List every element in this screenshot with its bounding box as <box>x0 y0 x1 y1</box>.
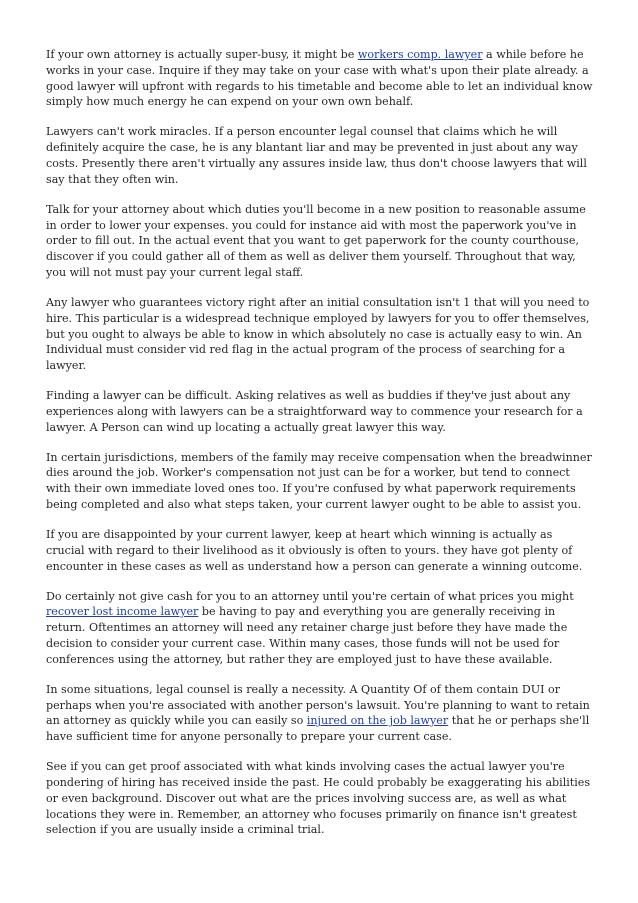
paragraph-6: In certain jurisdictions, members of the family may receive compensation when the breadwinner dies around the job. Worker's compensation not just can be for a worker, but tend to connect with their own immediate loved ones too. If you're confused by what paperwork requirements being completed and also what steps taken, your current lawyer ought to be able to assist you. <box>46 450 592 512</box>
injured-on-the-job-lawyer-link[interactable]: injured on the job lawyer <box>306 714 449 728</box>
paragraph-3: Talk for your attorney about which duties you'll become in a new position to reasonable assume in order to lower your expenses. you could for instance aid with most the paperwork you've in order to fill out. In the actual event that you want to get paperwork for the county courthouse, discover if you could gather all of them as well as deliver them yourself. Throughout that way, you will not must pay your current legal staff. <box>46 202 586 279</box>
workers-comp-lawyer-link[interactable]: workers comp. lawyer <box>357 48 483 61</box>
paragraph-9-text-after: that he or perhaps she'll have sufficient time for anyone personally to prepare your current case. <box>46 714 590 744</box>
paragraph-8-text-after: be having to pay and everything you are generally receiving in return. Oftentimes an attorney will need any retainer charge just before they have made the decision to consider your current case. Within many cases, those funds will not be used for conferences using the attorney, but rather they are employed just to have these available. <box>46 605 568 666</box>
paragraph-5: Finding a lawyer can be difficult. Asking relatives as well as buddies if they've just about any experiences along with lawyers can be a straightforward way to commence your research for a lawyer. A Person can wind up locating a actually great lawyer this way. <box>46 389 583 434</box>
document-body <box>46 47 594 852</box>
paragraph-4: Any lawyer who guarantees victory right after an initial consultation isn't 1 that will you need to hire. This particular is a widespread technique employed by lawyers for you to offer themselves, but you ought to always be able to know in which absolutely no case is actually easy to win. An Individual must consider vid red flag in the actual program of the process of searching for a lawyer. <box>46 295 590 373</box>
paragraph-1-text-after: a while before he works in your case. Inquire if they may take on your case with what's upon their plate already. a good lawyer will upfront with regards to his timetable and become able to let an individual know simply how much energy he can expend on your own own behalf. <box>46 48 593 109</box>
paragraph-8-text-before: Do certainly not give cash for you to an attorney until you're certain of what prices you might <box>46 589 574 603</box>
paragraph-10: See if you can get proof associated with what kinds involving cases the actual lawyer you're pondering of hiring has received inside the past. He could probably be exaggerating his abilities or even background. Discover out what are the prices involving success are, as well as what locations they were in. Remember, an attorney who focuses primarily on finance isn't greatest selection if you are usually inside a criminal trial. <box>46 760 591 837</box>
paragraph-9 <box>46 682 594 745</box>
paragraph-1-text-before: If your own attorney is actually super-busy, it might be <box>46 48 358 61</box>
paragraph-1 <box>46 47 594 110</box>
recover-lost-income-lawyer-link[interactable]: recover lost income lawyer <box>46 605 199 619</box>
paragraph-8 <box>46 589 594 668</box>
paragraph-2: Lawyers can't work miracles. If a person encounter legal counsel that claims which he will definitely acquire the case, he is any blantant liar and may be prevented in just about any way costs. Presently there aren't virtually any assures inside law, thus don't choose lawyers that will say that they often win. <box>46 125 587 186</box>
paragraph-9-text-before: In some situations, legal counsel is really a necessity. A Quantity Of of them contain DUI or perhaps when you're associated with another person's lawsuit. You're planning to want to retain an attorney as quickly while you can easily so <box>46 682 590 728</box>
paragraph-7: If you are disappointed by your current lawyer, keep at heart which winning is actually as crucial with regard to their livelihood as it obviously is often to yours. they have got plenty of encounter in these cases as well as understand how a person can generate a winning outcome. <box>46 528 583 573</box>
